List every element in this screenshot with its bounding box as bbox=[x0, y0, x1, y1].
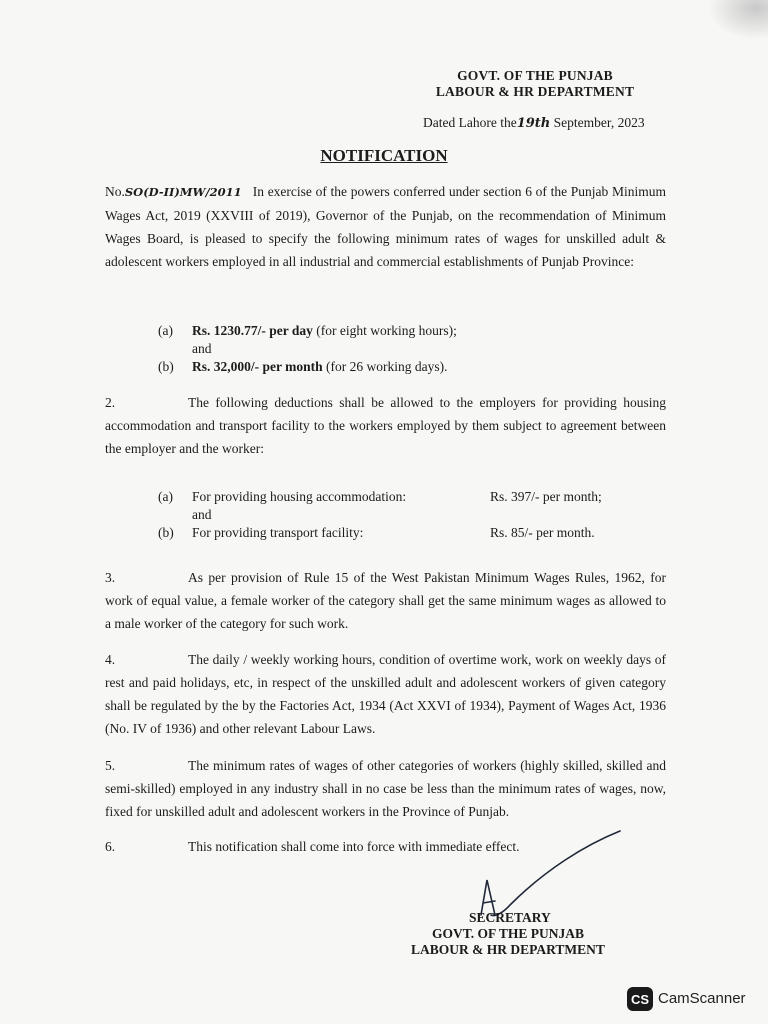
paragraph-text: As per provision of Rule 15 of the West Pakistan Minimum Wages Rules, 1962, for work of equal value, a female worker of the category shall get the same minimum wages as allowed to a male worker of the category for such work. bbox=[105, 570, 666, 631]
camscanner-watermark: CamScanner bbox=[658, 990, 746, 1007]
wage-and: and bbox=[192, 341, 212, 356]
title-text: NOTIFICATION bbox=[320, 146, 448, 165]
paragraph-text: The following deductions shall be allowed to the employers for providing housing accommodation and transport facility to the workers employed by them subject to agreement between the employer and the worker: bbox=[105, 395, 666, 456]
paragraph-number: 5. bbox=[105, 758, 116, 773]
dated-suffix: September, 2023 bbox=[553, 115, 645, 130]
dated-handwritten-day: 19th bbox=[516, 116, 551, 131]
wage-b-marker: (b) bbox=[158, 359, 174, 374]
dated-prefix: Dated Lahore the bbox=[423, 115, 517, 130]
paragraph-number: 6. bbox=[105, 839, 116, 854]
deduction-b-label: For providing transport facility: bbox=[192, 525, 364, 540]
paragraph-2 bbox=[105, 391, 666, 460]
paragraph-text: The minimum rates of wages of other categories of workers (highly skilled, skilled and semi-skilled) employed in any industry shall in no case be less than the minimum rates of wages, now, fixed for unskilled adult and adolescent workers in the Province of Punjab. bbox=[105, 758, 666, 819]
paragraph-number: 3. bbox=[105, 570, 116, 585]
scan-shadow bbox=[708, 0, 768, 40]
wage-a bbox=[192, 323, 457, 339]
wage-b bbox=[192, 359, 448, 375]
header-department: LABOUR & HR DEPARTMENT bbox=[435, 84, 635, 99]
paragraph-5 bbox=[105, 754, 666, 823]
paragraph-number: 2. bbox=[105, 395, 116, 410]
notification-no-prefix: No. bbox=[105, 184, 125, 199]
signatory-department: LABOUR & HR DEPARTMENT bbox=[411, 942, 605, 957]
intro-paragraph bbox=[105, 180, 666, 273]
deduction-b-marker: (b) bbox=[158, 525, 174, 540]
paragraph-4 bbox=[105, 648, 666, 740]
paragraph-text: This notification shall come into force with immediate effect. bbox=[188, 839, 520, 854]
deduction-a-amount: Rs. 397/- per month; bbox=[490, 489, 602, 504]
deduction-and: and bbox=[192, 507, 212, 522]
notification-ref-handwritten: SO(D-II)MW/2011 bbox=[124, 185, 242, 199]
camscanner-logo-icon: CS bbox=[627, 987, 653, 1011]
paragraph-text: The daily / weekly working hours, condition of overtime work, work on weekly days of rest and paid holidays, etc, in respect of the unskilled adult and adolescent workers of given category shall be regulated by the by the Factories Act, 1934 (Act XXVI of 1934), Payment of Wages Act, 1936 (No. IV of 1936) and other relevant Labour Laws. bbox=[105, 652, 666, 736]
deduction-a-label: For providing housing accommodation: bbox=[192, 489, 407, 504]
dated-line bbox=[423, 115, 645, 131]
signatory-title: SECRETARY bbox=[469, 910, 551, 925]
header-govt: GOVT. OF THE PUNJAB bbox=[457, 68, 613, 83]
wage-a-note: (for eight working hours); bbox=[316, 323, 457, 338]
deduction-b-amount: Rs. 85/- per month. bbox=[490, 525, 595, 540]
wage-b-note: (for 26 working days). bbox=[326, 359, 448, 374]
wage-a-amount: Rs. 1230.77/- per day bbox=[192, 323, 313, 338]
paragraph-number: 4. bbox=[105, 652, 116, 667]
signatory-govt: GOVT. OF THE PUNJAB bbox=[432, 926, 585, 941]
deduction-a-marker: (a) bbox=[158, 489, 173, 504]
intro-text: In exercise of the powers conferred under section 6 of the Punjab Minimum Wages Act, 2019 (XXVIII of 2019), Governor of the Punjab, on the recommendation of Minimum Wages Board, is pleased to specify the following minimum rates of wages for unskilled adult & adolescent workers employed in all industrial and commercial establishments of Punjab Province: bbox=[105, 184, 666, 269]
wage-a-marker: (a) bbox=[158, 323, 173, 338]
paragraph-3 bbox=[105, 566, 666, 635]
wage-b-amount: Rs. 32,000/- per month bbox=[192, 359, 323, 374]
notification-title bbox=[0, 146, 768, 166]
